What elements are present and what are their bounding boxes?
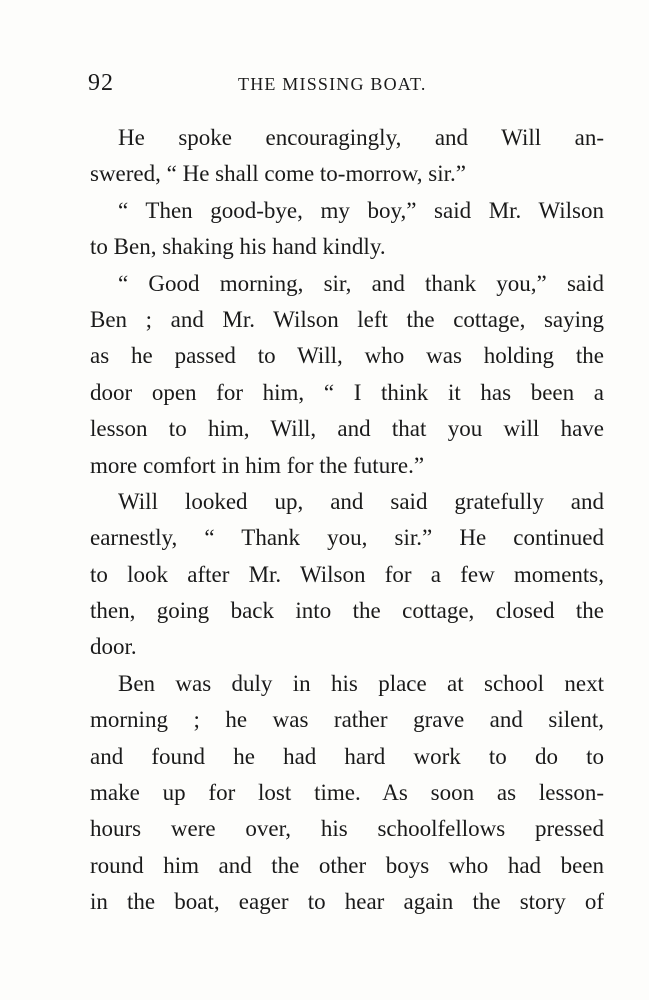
text-line: round him and the other boys who had been [90,852,604,878]
text-line: “ Then good-bye, my boy,” said Mr. Wilson [118,197,604,223]
text-line: Will looked up, and said gratefully and [118,488,604,514]
running-head: THE MISSING BOAT. [238,74,427,94]
page-header [88,70,608,100]
text-line: hours were over, his schoolfellows pressed [90,816,604,842]
text-line: more comfort in him for the future.” [90,452,425,478]
text-line: swered, “ He shall come to-morrow, sir.” [90,161,466,187]
text-line: door. [90,634,137,660]
text-line: morning ; he was rather grave and silent, [90,707,604,733]
text-line: to look after Mr. Wilson for a few moments, [90,561,604,587]
text-line: lesson to him, Will, and that you will have [90,416,604,442]
text-line: as he passed to Will, who was holding the [90,343,604,369]
text-line: make up for lost time. As soon as lesson- [90,780,604,806]
text-line: Ben was duly in his place at school next [118,670,604,696]
text-line: earnestly, “ Thank you, sir.” He continued [90,525,604,551]
text-line: then, going back into the cottage, closed the [90,598,604,624]
text-line: He spoke encouragingly, and Will an- [118,125,604,150]
text-line: “ Good morning, sir, and thank you,” said [118,270,604,296]
body-text [90,120,604,921]
page-number: 92 [88,70,114,96]
text-line: Ben ; and Mr. Wilson left the cottage, saying [90,306,604,332]
text-line: door open for him, “ I think it has been a [90,379,604,405]
text-line: in the boat, eager to hear again the story of [90,889,604,915]
text-line: to Ben, shaking his hand kindly. [90,234,386,260]
text-line: and found he had hard work to do to [90,743,604,769]
